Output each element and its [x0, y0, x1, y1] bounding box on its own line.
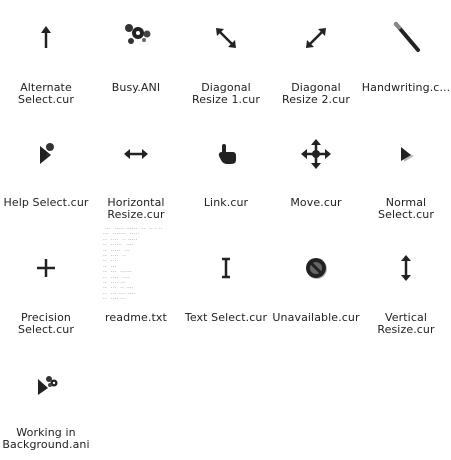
file-name: Unavailable.cur: [272, 311, 360, 324]
file-name: Vertical Resize.cur: [377, 311, 435, 336]
hand-pointer-icon: [206, 133, 246, 173]
file-item[interactable]: [271, 230, 361, 345]
file-name: Precision Select.cur: [18, 311, 74, 336]
pointer-icon: [386, 133, 426, 173]
text-cursor-icon: [206, 248, 246, 288]
file-item[interactable]: [271, 0, 361, 115]
file-item[interactable]: [91, 226, 181, 345]
file-name: Alternate Select.cur: [18, 81, 74, 106]
diagonal-resize-2-icon: [296, 18, 336, 58]
diagonal-resize-1-icon: [206, 18, 246, 58]
pen-icon: [386, 18, 426, 58]
file-item[interactable]: [271, 115, 361, 230]
file-item[interactable]: [361, 0, 451, 115]
file-name: Handwriting.c...: [361, 82, 451, 94]
arrow-up-icon: [26, 18, 66, 58]
file-name: Text Select.cur: [184, 311, 268, 324]
file-name: Diagonal Resize 2.cur: [282, 81, 350, 106]
help-pointer-icon: [26, 133, 66, 173]
file-item[interactable]: [1, 0, 91, 115]
file-name: Working in Background.ani: [2, 426, 90, 451]
working-pointer-icon: [26, 363, 66, 403]
file-name: Horizontal Resize.cur: [107, 196, 165, 221]
file-item[interactable]: [1, 115, 91, 230]
file-item[interactable]: [181, 0, 271, 115]
file-name: Move.cur: [290, 196, 342, 209]
file-item[interactable]: [1, 345, 91, 460]
text-file-icon: --- ----- ------ -- -- - -- --- ------- ----- -- ---- -- ----- -- ------ ---- -- ----- --- -- ---- -- -- ---- -- --- -- --- ------ -- ---- ---- -- ---- --- -- --- -- ---- -- --- ---- ---- -- ---- ---: [102, 226, 163, 301]
unavailable-icon: [296, 248, 336, 288]
file-item[interactable]: [1, 230, 91, 345]
vertical-resize-icon: [386, 248, 426, 288]
crosshair-icon: [26, 248, 66, 288]
file-name: Normal Select.cur: [378, 196, 434, 221]
file-name: Diagonal Resize 1.cur: [192, 81, 260, 106]
file-item[interactable]: [361, 115, 451, 230]
file-item[interactable]: [361, 230, 451, 345]
file-name: Link.cur: [203, 196, 249, 209]
file-name: Busy.ANI: [111, 81, 161, 94]
move-icon: [296, 133, 336, 173]
file-item[interactable]: [91, 115, 181, 230]
file-item[interactable]: [181, 230, 271, 345]
busy-dots-icon: [116, 18, 156, 58]
file-name: Help Select.cur: [3, 196, 89, 209]
file-name: readme.txt: [105, 311, 167, 324]
file-item[interactable]: [181, 115, 271, 230]
horizontal-resize-icon: [116, 133, 156, 173]
file-item[interactable]: [91, 0, 181, 115]
